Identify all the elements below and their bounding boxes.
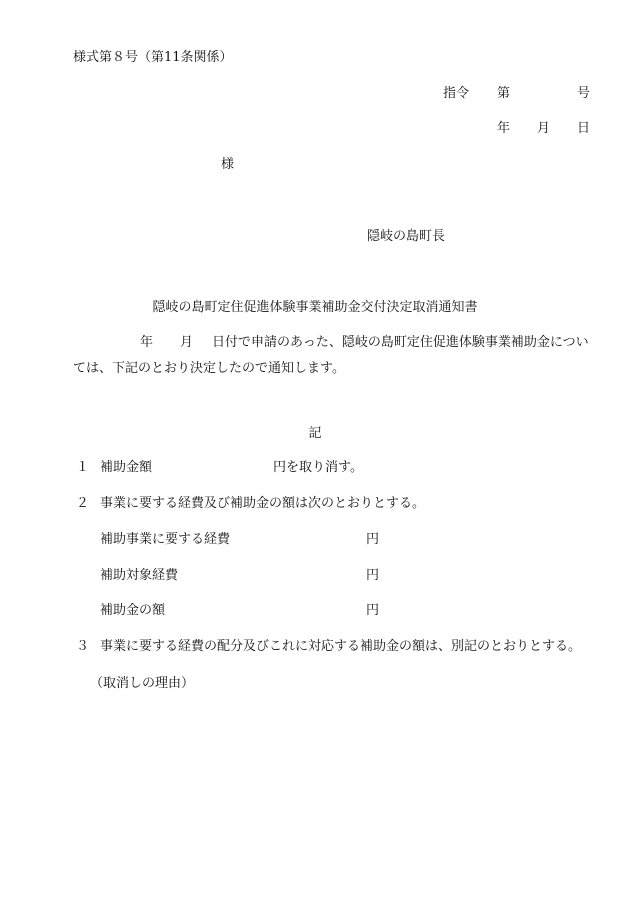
ki-heading: 記 bbox=[308, 426, 322, 441]
row-subsidy-amount-label: 補助金の額 bbox=[100, 603, 166, 618]
item2-text: 事業に要する経費及び補助金の額は次のとおりとする。 bbox=[100, 496, 426, 511]
reason-label: （取消しの理由） bbox=[90, 676, 195, 691]
item1-label: 補助金額 bbox=[100, 460, 153, 475]
ref-shirei: 指令 bbox=[443, 86, 470, 101]
body-year: 年 bbox=[140, 335, 154, 350]
item1-suffix: 円を取り消す。 bbox=[273, 460, 363, 475]
ref-go: 号 bbox=[577, 86, 591, 101]
row-project-cost-label: 補助事業に要する経費 bbox=[100, 532, 231, 547]
body-paragraph bbox=[73, 330, 593, 382]
body-month: 月 bbox=[180, 335, 194, 350]
row-project-cost-unit: 円 bbox=[366, 532, 380, 547]
body-text: 日付で申請のあった、隠岐の島町定住促進体験事業補助金については、下記のとおり決定したので通知します。 bbox=[73, 335, 589, 376]
item3-text: 事業に要する経費の配分及びこれに対応する補助金の額は、別記のとおりとする。 bbox=[100, 639, 582, 654]
ref-dai: 第 bbox=[497, 86, 511, 101]
form-number: 様式第８号（第11条関係） bbox=[73, 50, 233, 65]
row-eligible-cost-unit: 円 bbox=[366, 568, 380, 583]
item1-number: １ bbox=[76, 460, 90, 475]
date-month: 月 bbox=[537, 121, 551, 136]
item2-number: ２ bbox=[76, 496, 90, 511]
row-eligible-cost-label: 補助対象経費 bbox=[100, 568, 179, 583]
document-title: 隠岐の島町定住促進体験事業補助金交付決定取消通知書 bbox=[152, 300, 478, 315]
date-day: 日 bbox=[577, 121, 591, 136]
item3-number: ３ bbox=[76, 639, 90, 654]
row-subsidy-amount-unit: 円 bbox=[366, 603, 380, 618]
date-year: 年 bbox=[497, 121, 511, 136]
issuer: 隠岐の島町長 bbox=[367, 229, 446, 244]
addressee-suffix: 様 bbox=[221, 157, 235, 172]
